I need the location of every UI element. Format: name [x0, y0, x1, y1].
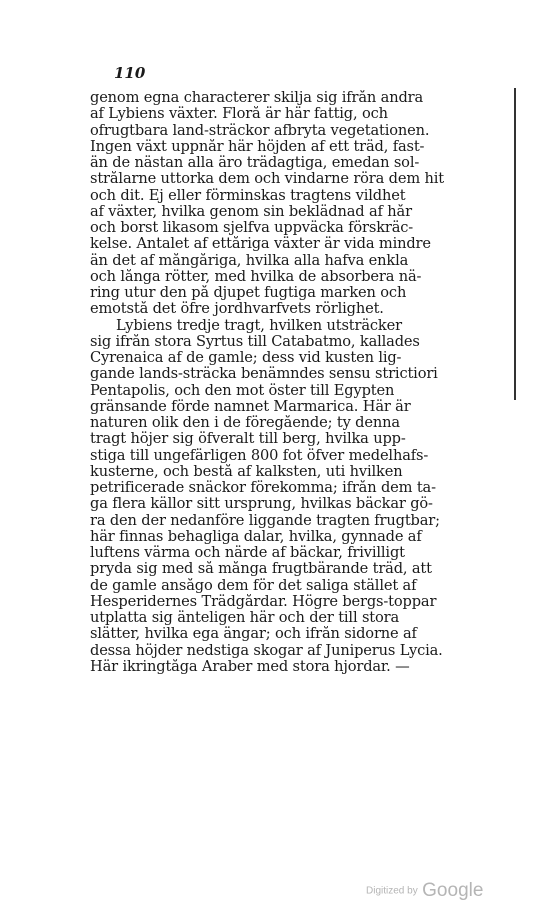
text-line: här finnas behagliga dalar, hvilka, gynnade af [90, 528, 422, 545]
text-line: emotstå det öfre jordhvarfvets rörlighet. [90, 301, 384, 318]
text-line: och dit. Ej eller förminskas tragtens vildhet [90, 187, 406, 204]
text-line: och långa rötter, med hvilka de absorbera nä- [90, 268, 422, 285]
text-line: Pentapolis, och den mot öster till Egypten [90, 382, 395, 399]
text-line: än det af mångåriga, hvilka alla hafva enkla [90, 252, 409, 269]
text-line: ga flera källor sitt ursprung, hvilkas bäckar gö- [90, 496, 433, 513]
digitized-by-google-watermark [366, 880, 483, 902]
watermark-prefix: Digitized by [366, 885, 418, 897]
text-line: slätter, hvilka ega ängar; och ifrån sidorne af [90, 626, 417, 643]
text-line: ra den der nedanföre liggande tragten frugtbar; [90, 512, 440, 529]
text-line: kelse. Antalet af ettåriga växter är vida mindre [90, 236, 431, 253]
text-line: naturen olik den i de föregående; ty denna [90, 415, 400, 431]
body-text [90, 90, 520, 675]
text-line: strålarne uttorka dem och vindarne röra dem hit [90, 171, 444, 188]
watermark-brand: Google [422, 880, 484, 901]
text-line: och borst likasom sjelfva uppväcka förskräc- [90, 220, 414, 236]
text-line: de gamle ansågo dem för det saliga stället af [90, 577, 417, 594]
text-line: ring utur den på djupet fugtiga marken och [90, 285, 407, 301]
text-line: än de nästan alla äro trädagtiga, emedan sol- [90, 155, 420, 171]
text-line: tragt höjer sig öfveralt till berg, hvilka upp- [90, 431, 406, 448]
text-line: stiga till ungefärligen 800 fot öfver medelhafs- [90, 447, 429, 464]
text-line: dessa höjder nedstiga skogar af Juniperus Lycia. [90, 642, 443, 659]
text-line: Ingen växt uppnår här höjden af ett träd, fast- [90, 138, 425, 155]
page-edge-shadow [514, 88, 516, 400]
text-line: genom egna characterer skilja sig ifrån andra [90, 90, 424, 106]
text-line: sig ifrån stora Syrtus till Catabatmo, kallades [90, 333, 420, 350]
text-line: af Lybiens växter. Florå är här fattig, och [90, 106, 388, 123]
page-number: 110 [114, 64, 146, 82]
text-line: Cyrenaica af de gamle; dess vid kusten lig- [90, 350, 402, 366]
text-line: pryda sig med så många frugtbärande träd, att [90, 561, 432, 578]
text-line: gande lands-sträcka benämndes sensu strictiori [90, 366, 438, 383]
text-line: gränsande förde namnet Marmarica. Här är [90, 398, 411, 415]
text-line: petrificerade snäckor förekomma; ifrån dem ta- [90, 480, 436, 496]
text-line: Här ikringtåga Araber med stora hjordar. — [90, 658, 410, 675]
text-line: luftens värma och närde af bäckar, frivilligt [90, 545, 405, 561]
text-line: af växter, hvilka genom sin beklädnad af hår [90, 203, 412, 220]
text-line: Lybiens tredje tragt, hvilken utsträcker [116, 317, 402, 334]
text-line: kusterne, och bestå af kalksten, uti hvilken [90, 463, 403, 480]
text-line: utplatta sig änteligen här och der till stora [90, 610, 400, 626]
text-line: ofrugtbara land-sträckor afbryta vegetationen. [90, 122, 430, 139]
text-line: Hesperidernes Trädgårdar. Högre bergs-toppar [90, 593, 437, 610]
